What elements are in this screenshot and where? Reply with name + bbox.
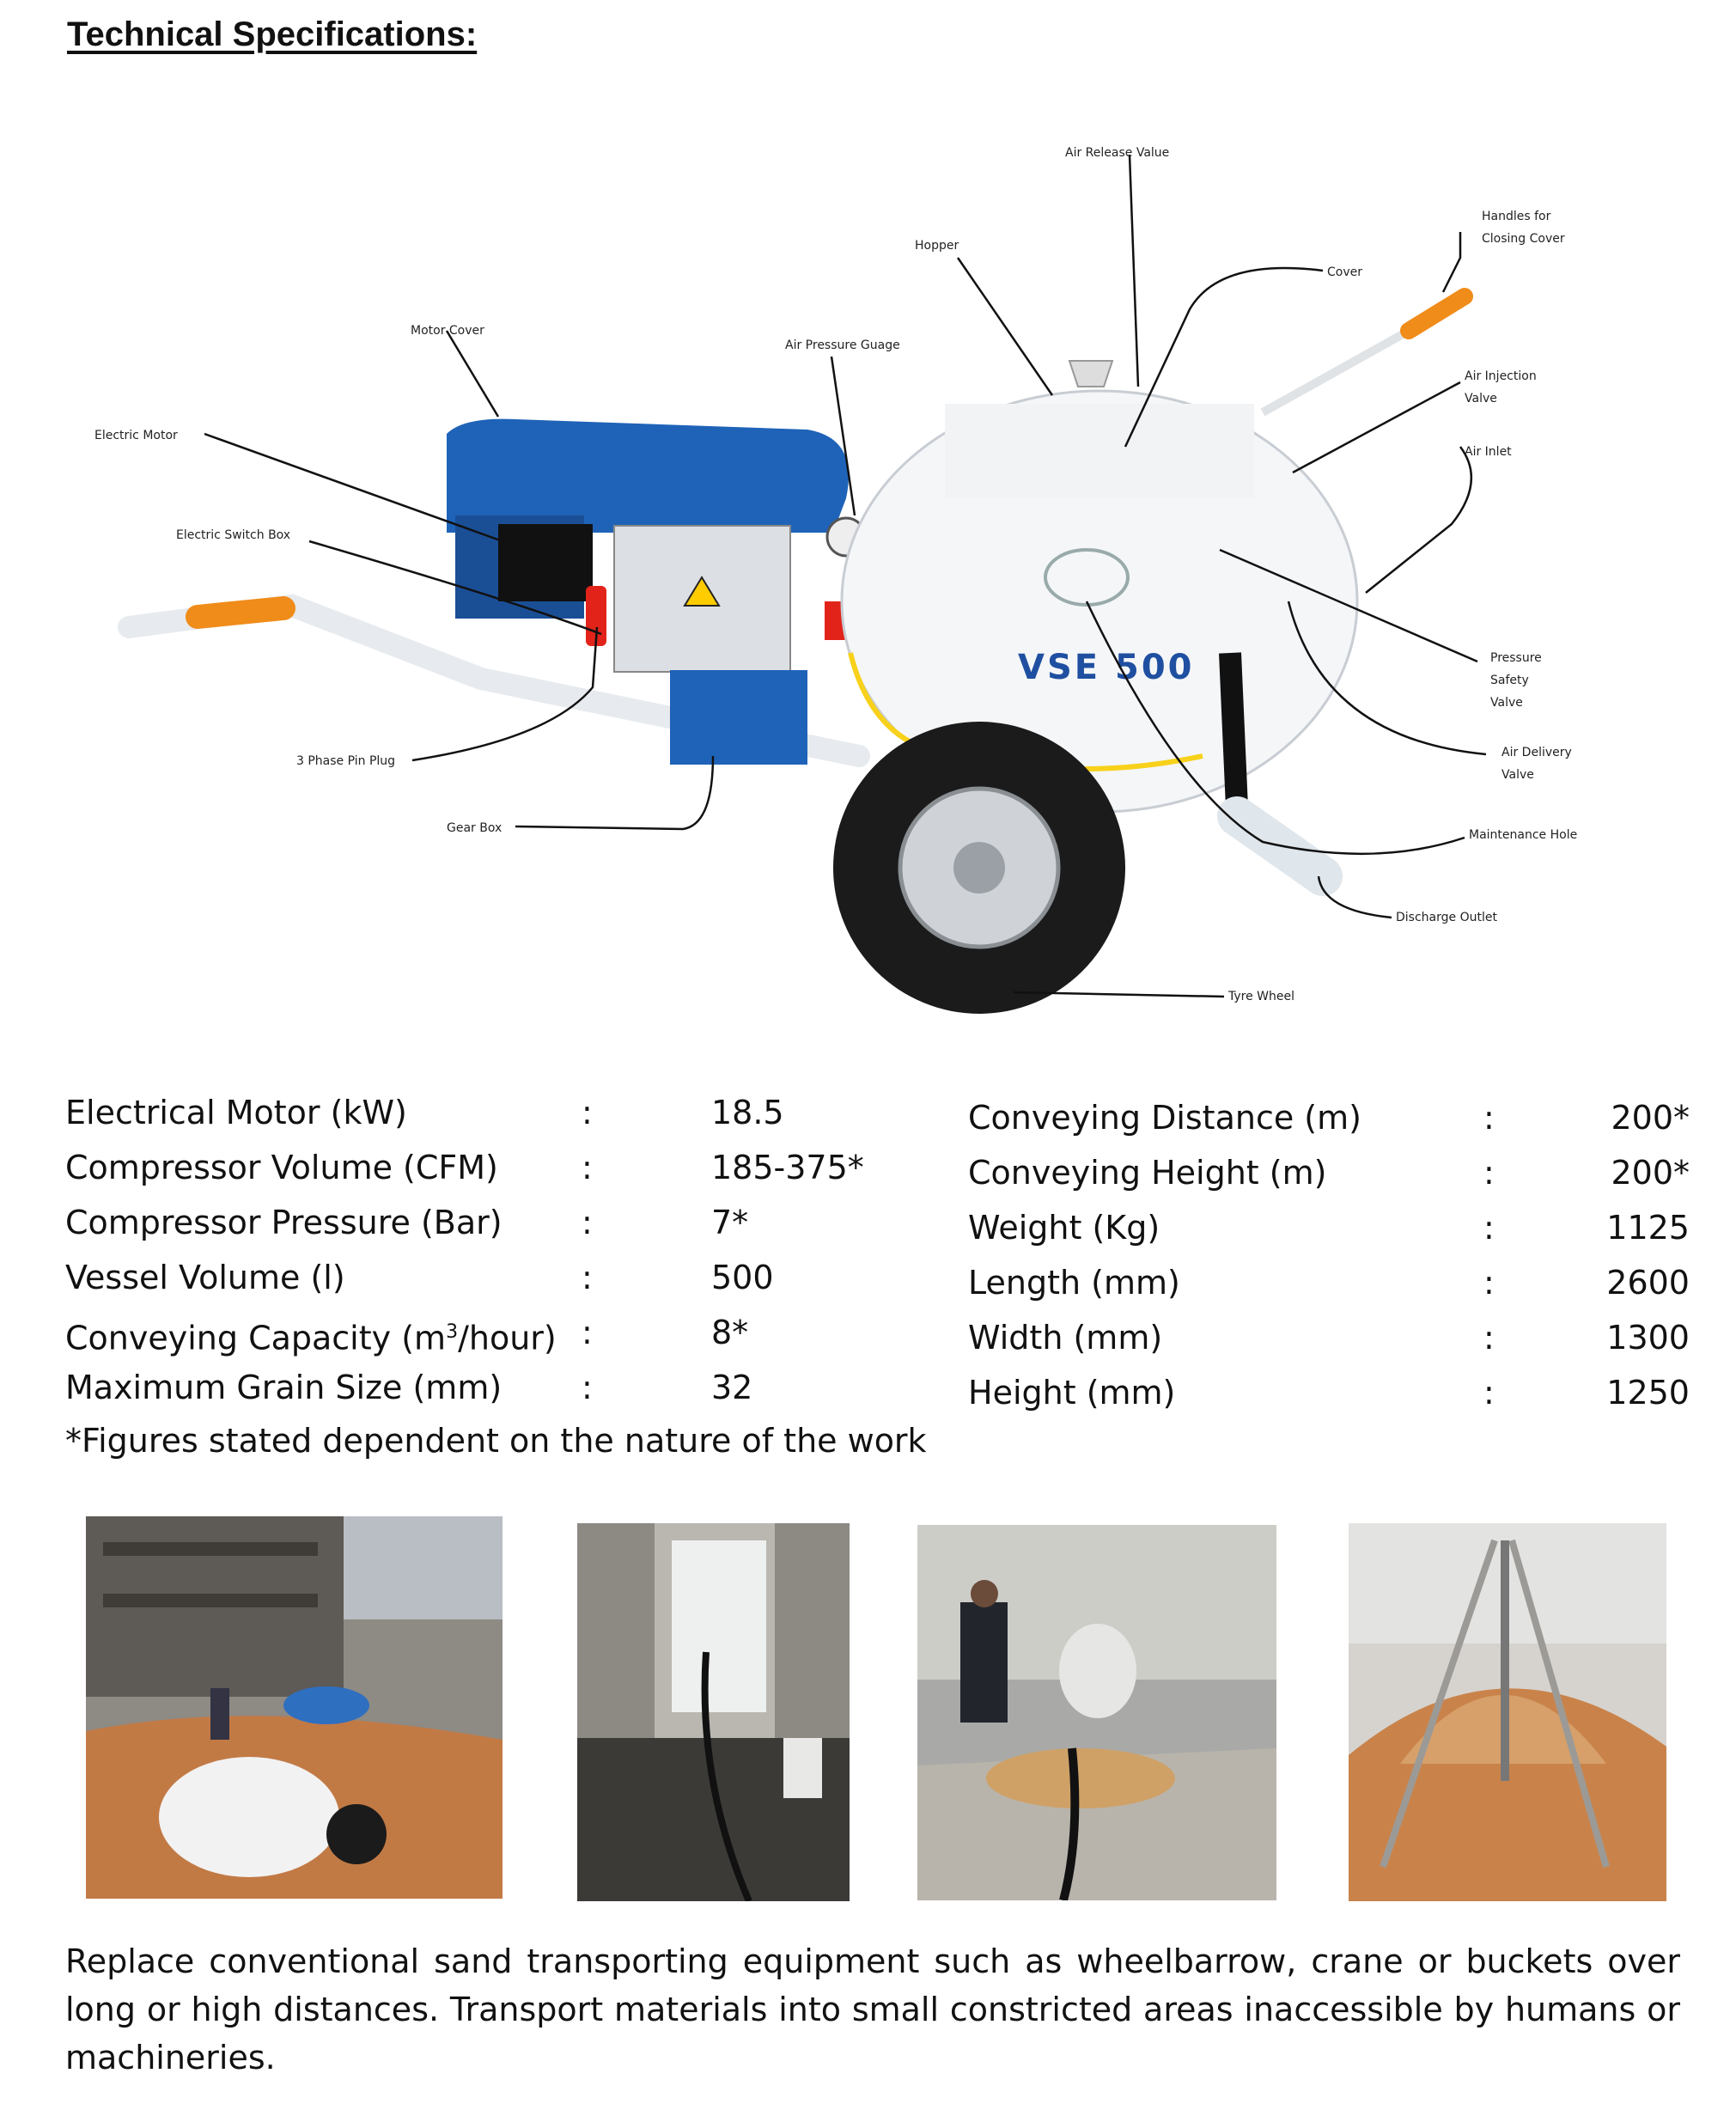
spec-value: 185-375* (711, 1149, 864, 1186)
spec-label (65, 1311, 557, 1360)
spec-table (0, 1091, 1736, 1452)
spec-row-left (65, 1201, 890, 1244)
spec-value: 7* (711, 1204, 749, 1241)
label-hopper: Hopper (915, 239, 959, 253)
spec-value: 1250 (1606, 1374, 1690, 1412)
spec-label-prefix: Conveying Capacity (m (65, 1319, 447, 1357)
spec-value: 32 (711, 1369, 753, 1406)
label-discharge-outlet: Discharge Outlet (1396, 911, 1497, 924)
spec-row-left (65, 1146, 890, 1189)
spec-label: Height (mm) (968, 1374, 1176, 1412)
spec-sep: : (1483, 1374, 1495, 1412)
spec-label: Width (mm) (968, 1319, 1163, 1357)
spec-value: 500 (711, 1259, 774, 1296)
gear-box (670, 670, 807, 765)
label-electric-motor: Electric Motor (94, 429, 178, 442)
label-motor-cover: Motor Cover (411, 324, 484, 338)
spec-row-right (968, 1371, 1690, 1414)
label-maintenance-hole: Maintenance Hole (1469, 828, 1578, 842)
spec-label-suffix: /hour) (458, 1319, 557, 1357)
spec-label: Compressor Pressure (Bar) (65, 1204, 503, 1241)
spec-sep: : (1483, 1319, 1495, 1357)
label-pressure-3: Valve (1490, 696, 1523, 710)
electric-motor-face (498, 524, 593, 601)
spec-sep: : (582, 1314, 593, 1351)
spec-label: Electrical Motor (kW) (65, 1094, 407, 1131)
label-air-delivery-1: Air Delivery (1501, 746, 1572, 759)
label-handles-1: Handles for (1482, 210, 1551, 223)
spec-value: 1300 (1606, 1319, 1690, 1357)
description-paragraph: Replace conventional sand transporting equipment such as wheelbarrow, crane or buckets over long or high distances. Transport materials into small constricted areas inaccessible by humans or machineries. (65, 1942, 1680, 2076)
spec-row-right (968, 1206, 1690, 1249)
spec-label: Conveying Height (m) (968, 1154, 1327, 1192)
spec-value: 1125 (1606, 1209, 1690, 1247)
spec-row-left (65, 1311, 890, 1357)
hopper (1069, 361, 1112, 387)
wheel-hub (953, 842, 1005, 893)
spec-label: Weight (Kg) (968, 1209, 1160, 1247)
spec-label: Vessel Volume (l) (65, 1259, 345, 1296)
photo-sand-pile (1349, 1523, 1666, 1901)
label-air-release-value: Air Release Value (1065, 146, 1170, 160)
spec-sep: : (1483, 1264, 1495, 1302)
label-pressure-1: Pressure (1490, 651, 1542, 665)
spec-label: Maximum Grain Size (mm) (65, 1369, 503, 1406)
spec-sep: : (582, 1259, 593, 1296)
page-title: Technical Specifications: (67, 15, 478, 53)
spec-value: 2600 (1606, 1264, 1690, 1302)
closing-cover-handle-grip (1409, 296, 1465, 331)
label-electric-switch-box: Electric Switch Box (176, 528, 291, 542)
spec-footnote: *Figures stated dependent on the nature of the work (65, 1422, 927, 1460)
spec-label: Length (mm) (968, 1264, 1180, 1302)
spec-row-left (65, 1256, 890, 1299)
label-handles-2: Closing Cover (1482, 232, 1565, 246)
label-air-inlet: Air Inlet (1465, 445, 1512, 459)
label-cover: Cover (1327, 265, 1362, 279)
label-air-delivery-2: Valve (1501, 768, 1534, 782)
spec-sep: : (582, 1094, 593, 1131)
spec-sep: : (1483, 1209, 1495, 1247)
vessel-top (945, 404, 1254, 498)
spec-label: Conveying Distance (m) (968, 1099, 1361, 1137)
label-3-phase-pin-plug: 3 Phase Pin Plug (296, 754, 396, 768)
label-tyre-wheel: Tyre Wheel (1228, 990, 1294, 1003)
spec-value: 18.5 (711, 1094, 784, 1131)
brand-label: VSE 500 (1018, 648, 1195, 687)
label-air-injection-1: Air Injection (1465, 369, 1537, 383)
spec-value: 8* (711, 1314, 749, 1351)
black-hose (1230, 653, 1237, 808)
spec-row-right (968, 1261, 1690, 1304)
photo-machine-on-site (86, 1516, 503, 1899)
spec-value: 200* (1611, 1154, 1690, 1192)
spec-label: Compressor Volume (CFM) (65, 1149, 498, 1186)
label-gear-box: Gear Box (447, 821, 503, 835)
spec-value: 200* (1611, 1099, 1690, 1137)
label-air-injection-2: Valve (1465, 392, 1497, 406)
spec-row-right (968, 1316, 1690, 1359)
spec-row-left (65, 1366, 890, 1409)
spec-sep: : (582, 1204, 593, 1241)
photo-hose-interior (577, 1523, 850, 1901)
tow-handle-grip (198, 608, 283, 617)
spec-row-right (968, 1151, 1690, 1194)
spec-sep: : (582, 1149, 593, 1186)
label-air-pressure-guage: Air Pressure Guage (785, 338, 900, 352)
spec-sep: : (1483, 1154, 1495, 1192)
spec-label-sup: 3 (446, 1321, 459, 1343)
label-pressure-2: Safety (1490, 674, 1529, 687)
spec-row-left (65, 1091, 890, 1134)
spec-sep: : (1483, 1099, 1495, 1137)
spec-sep: : (582, 1369, 593, 1406)
spec-row-right (968, 1096, 1690, 1139)
photo-worker-shoveling (917, 1525, 1276, 1900)
